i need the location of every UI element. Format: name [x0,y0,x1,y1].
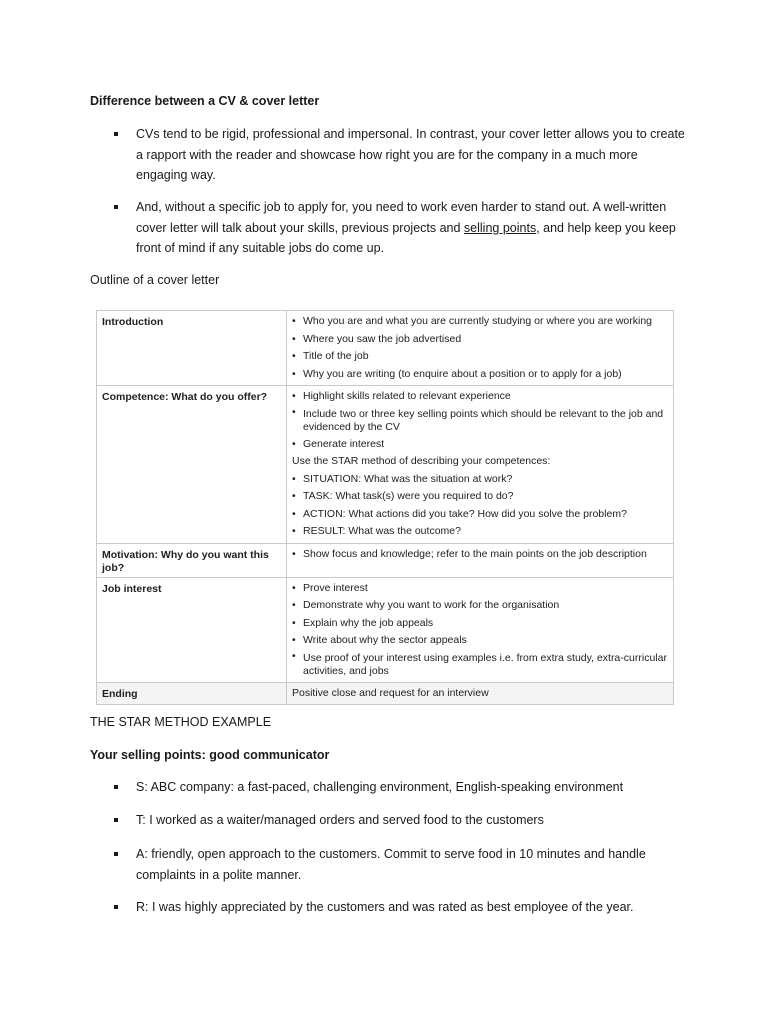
heading-difference: Difference between a CV & cover letter [90,94,320,108]
row-content: Positive close and request for an interview [287,682,674,705]
row-label: Competence: What do you offer? [97,386,287,544]
bullet-icon: • [292,634,296,646]
bullet-icon: • [292,350,296,362]
star-list-t [90,810,690,831]
difference-list [90,124,690,186]
row-label: Motivation: Why do you want this job? [97,543,287,577]
list-item: • Why you are writing (to enquire about a position or to apply for a job) [292,366,669,384]
list-item: • RESULT: What was the outcome? [292,523,669,541]
bullet-icon: • [292,405,296,418]
list-item: • ACTION: What actions did you take? How did you solve the problem? [292,506,669,524]
bullet-icon: • [292,472,296,485]
selling-points-link[interactable]: selling points [463,220,537,235]
star-method-title: THE STAR METHOD EXAMPLE [90,715,272,729]
list-item: • Where you saw the job advertised [292,331,669,349]
list-item: T: I worked as a waiter/managed orders and served food to the customers [90,810,690,831]
list-item: • Generate interest [292,436,669,454]
bullet-icon: • [292,490,296,502]
star-list-s [90,777,690,798]
list-item [90,197,690,259]
cover-letter-outline-table [96,310,674,705]
row-label: Job interest [97,577,287,682]
star-note: Use the STAR method of describing your competences: [292,455,551,467]
bullet-icon: • [292,581,296,594]
list-item: • SITUATION: What was the situation at work? [292,471,669,489]
row-label: Ending [97,682,287,705]
row-content [287,577,674,682]
selling-points-heading: Your selling points: good communicator [90,748,330,762]
row-content [287,311,674,386]
square-bullet-icon [114,205,118,209]
difference-list-second [90,197,690,259]
table-row [97,543,674,577]
list-item: A: friendly, open approach to the customers. Commit to serve food in 10 minutes and handle complaints in a polite manner. [90,844,690,885]
table-row [97,386,674,544]
bullet-text-after: , and help keep you keep front of mind if any suitable jobs do come up. [136,220,676,255]
bullet-icon: • [292,367,296,380]
list-item: R: I was highly appreciated by the customers and was rated as best employee of the year. [90,897,690,918]
list-item: S: ABC company: a fast-paced, challenging environment, English-speaking environment [90,777,690,798]
bullet-icon: • [292,599,296,611]
list-item: • TASK: What task(s) were you required to do? [292,488,669,506]
list-item: • Title of the job [292,348,669,366]
bullet-icon: • [292,547,296,560]
list-item: • Prove interest [292,580,669,598]
list-item: • Who you are and what you are currently studying or where you are working [292,313,669,331]
list-item: • Explain why the job appeals [292,615,669,633]
bullet-icon: • [292,507,296,520]
square-bullet-icon [114,905,118,909]
star-list-a [90,844,690,885]
square-bullet-icon [114,785,118,789]
star-list-r [90,897,690,918]
bullet-text-before: And, without a specific job to apply for, you need to work even harder to stand out. A well-written cover letter will talk about your skills, previous projects and [136,200,667,235]
list-item: • Highlight skills related to relevant experience [292,388,669,406]
list-item: • Show focus and knowledge; refer to the main points on the job description [292,546,669,564]
square-bullet-icon [114,852,118,856]
list-item [90,124,690,186]
list-item: • Use proof of your interest using examples i.e. from extra study, extra-curricular activities, and jobs [292,649,667,677]
row-content [287,543,674,577]
list-item: • Write about why the sector appeals [292,632,669,650]
table-row [97,577,674,682]
square-bullet-icon [114,132,118,136]
outline-title: Outline of a cover letter [90,273,220,287]
list-item: • Demonstrate why you want to work for the organisation [292,597,669,615]
bullet-icon: • [292,525,296,537]
row-label: Introduction [97,311,287,386]
row-content [287,386,674,544]
bullet-icon: • [292,332,296,345]
table-row [97,311,674,386]
square-bullet-icon [114,818,118,822]
list-item: • Include two or three key selling points which should be relevant to the job and evidenced by the CV [292,405,664,433]
bullet-icon: • [292,649,296,662]
bullet-text: CVs tend to be rigid, professional and impersonal. In contrast, your cover letter allows you to create a rapport with the reader and showcase how right you are for the company in a much more engaging way. [136,127,685,182]
bullet-icon: • [292,437,296,450]
bullet-icon: • [292,390,296,402]
table-row [97,682,674,705]
bullet-icon: • [292,315,296,327]
bullet-icon: • [292,616,296,629]
